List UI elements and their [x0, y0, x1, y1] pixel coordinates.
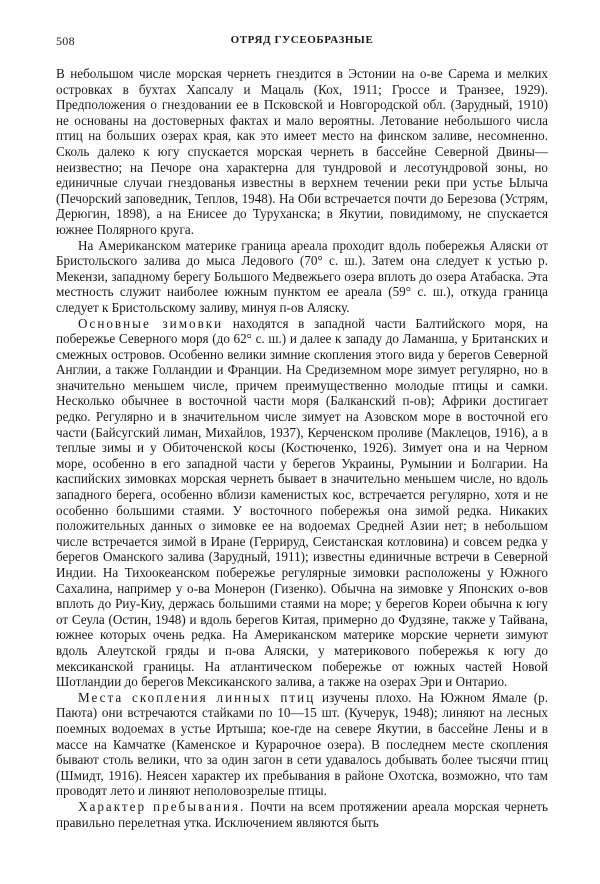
- paragraph-residence-text: Почти на всем протяжении ареала морская чернеть правильно перелетная утка. Исключением являются быть: [56, 798, 548, 830]
- section-lead-molting: Места скопления линных птиц: [78, 689, 316, 705]
- section-lead-wintering: Основные зимовки: [78, 315, 224, 331]
- book-page: [56, 34, 548, 830]
- paragraph-molting: [56, 690, 548, 799]
- paragraph-breeding-europe-asia: В небольшом числе морская чернеть гнездится в Эстонии на о-ве Сарема и мелких островках в бухтах Хапсалу и Мацаль (Кох, 1911; Гроссе и Транзее, 1929). Предположения о гнездовании ее в Псковской и Новгородской обл. (Зарудный, 1910) не основаны на достоверных фактах и мало вероятны. Летование небольшого числа птиц на больших озерах края, как это имеет место на финском заливе, несомненно. Сколь далеко к югу спускается морская чернеть в бассейне Северной Двины—неизвестно; на Печоре она характерна для тундровой и лесотундровой зоны, но единичные случаи гнездованья известны в верхнем течении реки при устье Ылыча (Печорский заповедник, Теплов, 1948). На Оби встречается почти до Березова (Устрям, Дерюгин, 1898), а на Енисее до Туруханска; в Якутии, повидимому, не спускается южнее Полярного круга.: [56, 66, 548, 237]
- running-header: [56, 34, 548, 56]
- paragraph-wintering-text: находятся в западной части Балтийского моря, на побережье Северного моря (до 62° с. ш.) и далее к западу до Ламаншa, у Британских и смежных островов. Особенно велики зимние скопления этого вида у берегов Северной Англии, а также Голландии и Франции. На Средиземном море зимует регулярно, но в значительно меньшем числе, причем преимущественно молодые птицы и самки. Несколько обычнее в восточной части моря (Балканский п-ов); Африки достигает редко. Регулярно и в значительном числе зимует на Азовском море в восточной его части (Байсугский лиман, Михайлов, 1937), Керченском проливе (Маклецов, 1916), а в теплые зимы и у Обиточенской косы (Костюченко, 1926). Зимует она и на Черном море, особенно в его западной части у берегов Украины, Румынии и Болгарии. На каспийских зимовках морская чернеть бывает в значительно меньшем числе, но вдоль западного берега, особенно вблизи каменистых кос, встречается регулярно, хотя и не особенно большими стаями. У восточного побережья она зимой редка. Никаких положительных данных о зимовке ее на водоемах Средней Азии нет; в небольшом числе встречается зимой в Иране (Геррируд, Сеистанская котловина) и совсем редка у берегов Оманского залива (Зарудный, 1911); известны единичные встречи в Северной Индии. На Тихоокеанском побережье регулярные зимовки расположены у Южного Сахалина, например у о-ва Монерон (Гизенко). Обычна на зимовке у Японских о-вов вплоть до Риу-Киу, держась большими стаями на море; у берегов Кореи обычна к югу от Сеула (Остин, 1948) и вдоль берегов Китая, примерно до Фудзяне, также у Тайвана, южнее которых очень редка. На Американском материке морские чернети зимуют вдоль Алеутской гряды и п-ова Аляски, у материкового побережья к югу до мексиканской границы. На атлантическом побережье от южных частей Новой Шотландии до берегов Мексиканского залива, а также на озерах Эри и Онтарио.: [56, 315, 548, 690]
- running-title: ОТРЯД ГУСЕОБРАЗНЫЕ: [230, 34, 374, 46]
- body-text: [56, 66, 548, 830]
- section-lead-residence: Характер пребывания.: [78, 798, 246, 814]
- page-number: 508: [56, 34, 75, 48]
- paragraph-america-range: На Американском материке граница ареала проходит вдоль побережья Аляски от Бристольского залива до мыса Ледового (70° с. ш.). Затем она следует к устью р. Мекензи, западному берегу Большого Медвежьего озера вплоть до озера Атабаска. Эта местность служит наиболее южным пунктом ее ареала (59° с. ш.), откуда граница следует к Бристольскому заливу, минуя п-ов Аляску.: [56, 237, 548, 315]
- paragraph-residence: [56, 799, 548, 830]
- paragraph-molting-text: изучены плохо. На Южном Ямале (р. Паюта) они встречаются стайками по 10—15 шт. (Кучерук, 1948); линяют на лесных поемных водоемах в устье Иртыша; кое-где на севере Якутии, в бассейне Лены и в массе на Камчатке (Каменское и Курарочное озера). В последнем месте скопления бывают столь велики, что за один загон в сети удавалось добывать более тысячи птиц (Шмидт, 1916). Неясен характер их пребывания в районе Охотска, возможно, что там проводят лето и линяют неполовозрелые птицы.: [56, 689, 548, 799]
- paragraph-wintering: [56, 316, 548, 690]
